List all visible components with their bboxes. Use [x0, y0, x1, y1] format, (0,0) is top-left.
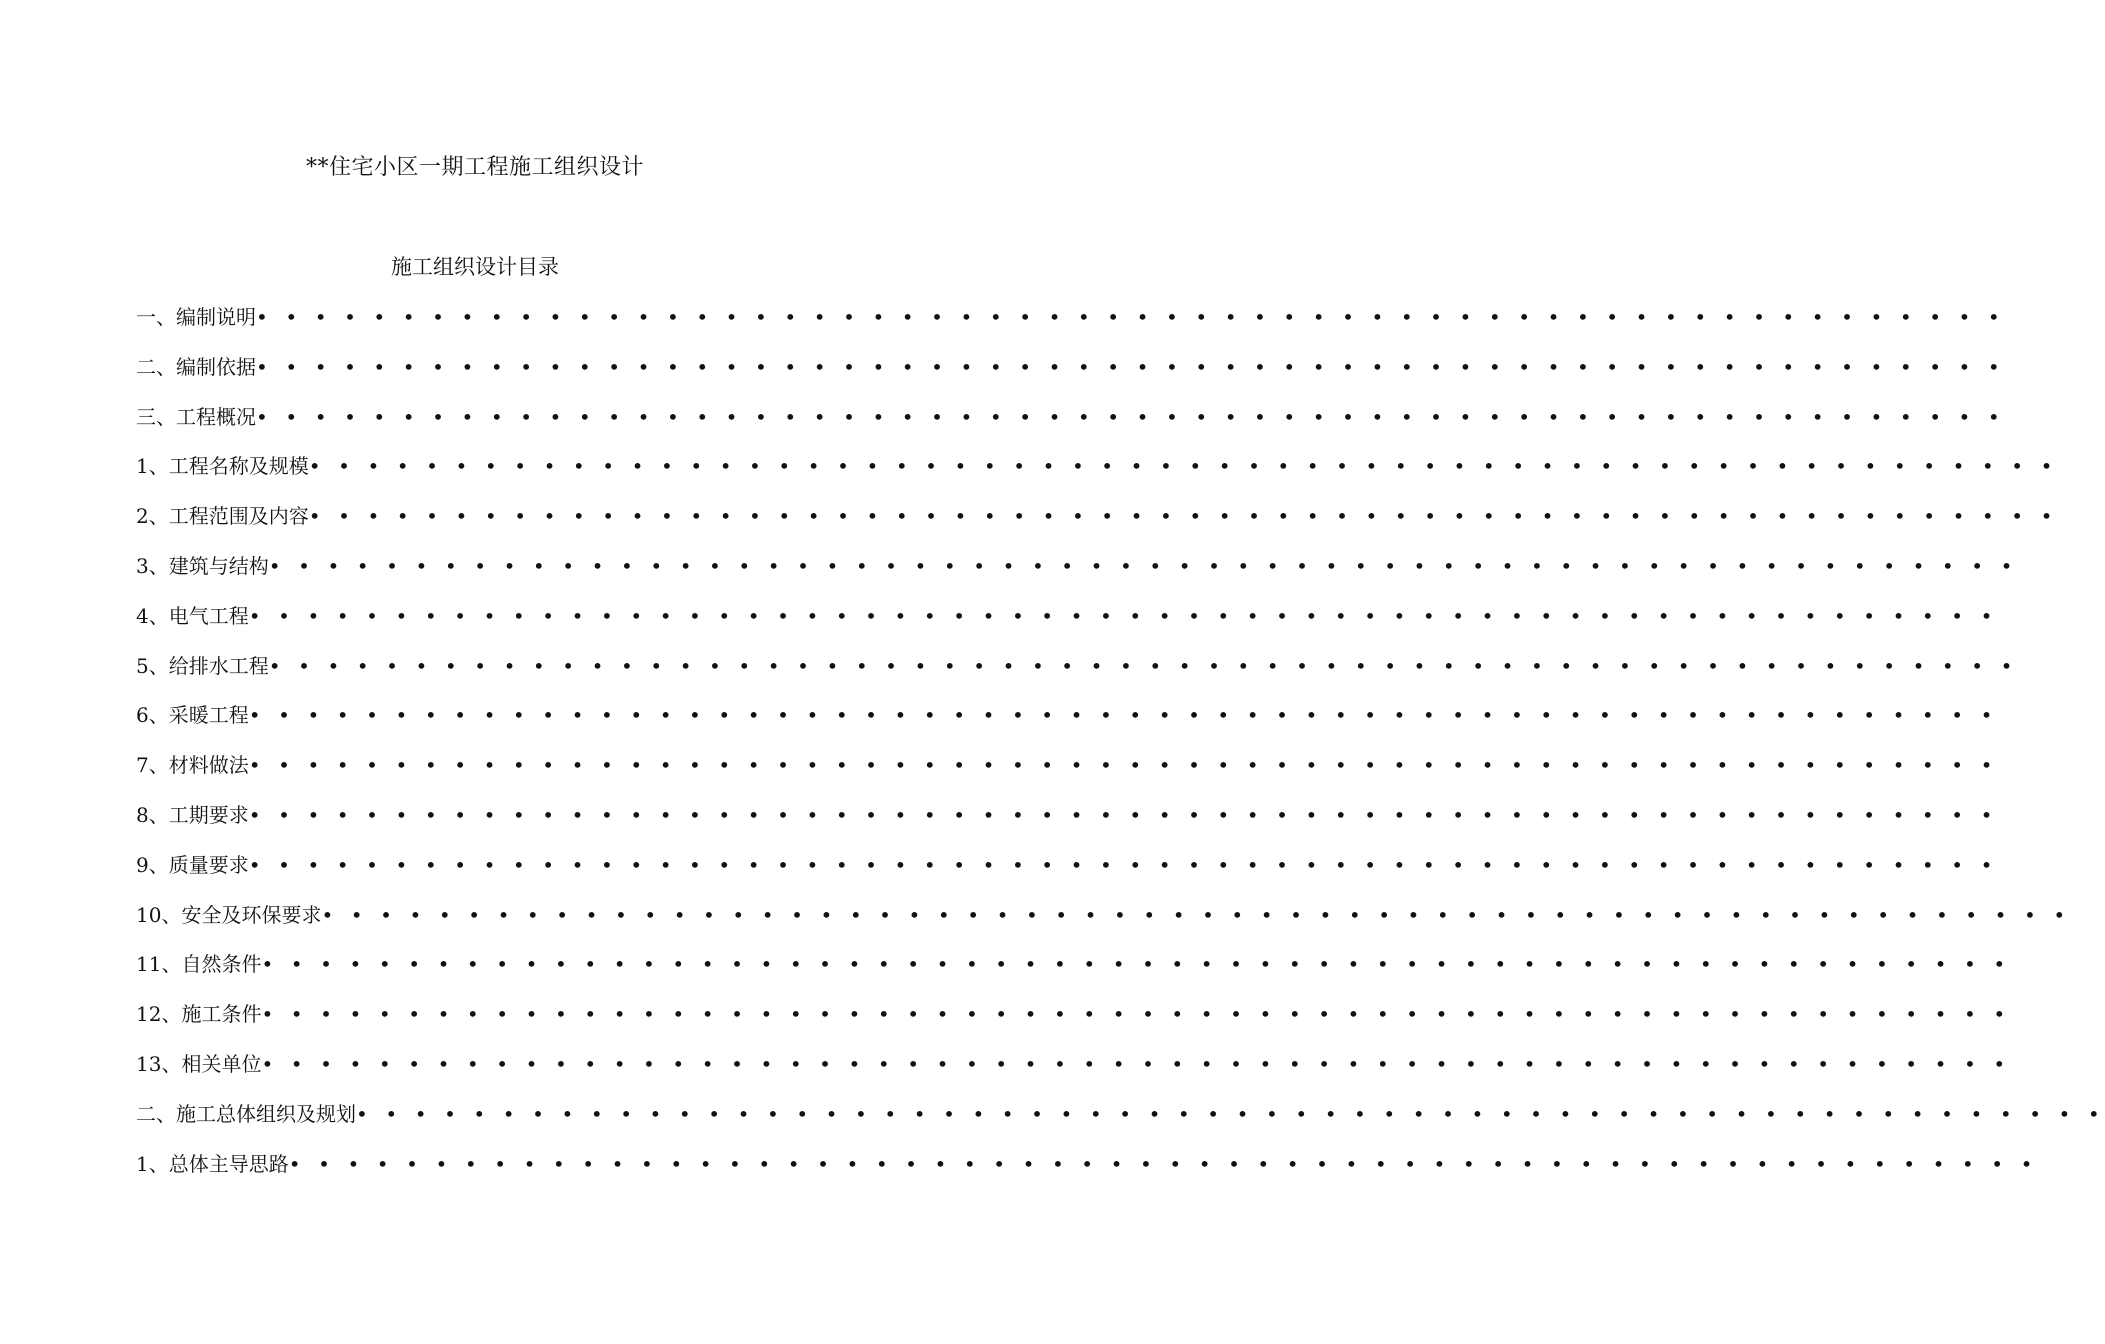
toc-entry[interactable] [136, 1047, 2011, 1097]
toc-dot-leader: • • • • • • • • • • • • • • • • • • • • • • • • • • • • • • • • • • • • • • • • • • • • • • • • • • • • • • • • • • • • [308, 504, 2059, 529]
toc-entry[interactable] [136, 947, 2011, 997]
toc-entry-label: 一、编制说明 [136, 305, 256, 329]
toc-dot-leader: • • • • • • • • • • • • • • • • • • • • • • • • • • • • • • • • • • • • • • • • • • • • • • • • • • • • • • • • • • • • [321, 902, 2071, 927]
toc-dot-leader: • • • • • • • • • • • • • • • • • • • • • • • • • • • • • • • • • • • • • • • • • • • • • • • • • • • • • • • • • • • • [248, 852, 1999, 877]
toc-entry-label: 13、相关单位 [136, 1051, 262, 1076]
toc-dot-leader: • • • • • • • • • • • • • • • • • • • • • • • • • • • • • • • • • • • • • • • • • • • • • • • • • • • • • • • • • • • • [261, 1002, 2011, 1027]
toc-entry[interactable] [136, 1097, 2105, 1147]
toc-dot-leader: • • • • • • • • • • • • • • • • • • • • • • • • • • • • • • • • • • • • • • • • • • • • • • • • • • • • • • • • • • • • [248, 703, 1999, 728]
toc-dot-leader: • • • • • • • • • • • • • • • • • • • • • • • • • • • • • • • • • • • • • • • • • • • • • • • • • • • • • • • • • • • • [308, 454, 2059, 479]
toc-entry[interactable] [136, 400, 2006, 450]
toc-entry[interactable] [136, 848, 1999, 898]
toc-entry-label: 12、施工条件 [136, 1002, 262, 1027]
toc-dot-leader: • • • • • • • • • • • • • • • • • • • • • • • • • • • • • • • • • • • • • • • • • • • • • • • • • • • • • • • • • • • • [248, 603, 1999, 628]
toc-heading: 施工组织设计目录 [391, 255, 559, 279]
toc-entry[interactable] [136, 499, 2059, 549]
toc-entry-label: 10、安全及环保要求 [136, 902, 322, 927]
toc-entry-label: 4、电气工程 [136, 603, 249, 628]
toc-dot-leader: • • • • • • • • • • • • • • • • • • • • • • • • • • • • • • • • • • • • • • • • • • • • • • • • • • • • • • • • • • • • [256, 354, 2006, 379]
toc-dot-leader: • • • • • • • • • • • • • • • • • • • • • • • • • • • • • • • • • • • • • • • • • • • • • • • • • • • • • • • • • • • • [268, 653, 2019, 678]
toc-dot-leader: • • • • • • • • • • • • • • • • • • • • • • • • • • • • • • • • • • • • • • • • • • • • • • • • • • • • • • • • • • • • [288, 1151, 2039, 1176]
toc-dot-leader: • • • • • • • • • • • • • • • • • • • • • • • • • • • • • • • • • • • • • • • • • • • • • • • • • • • • • • • • • • • • [248, 802, 1999, 827]
toc-entry-label: 2、工程范围及内容 [136, 504, 309, 529]
toc-entry[interactable] [136, 350, 2006, 400]
toc-entry-label: 8、工期要求 [136, 802, 249, 827]
toc-entry-label: 7、材料做法 [136, 753, 249, 778]
toc-entry-label: 1、工程名称及规模 [136, 454, 309, 479]
toc-entry[interactable] [136, 1147, 2039, 1197]
toc-entry[interactable] [136, 549, 2019, 599]
toc-entry-label: 9、质量要求 [136, 852, 249, 877]
toc-entry[interactable] [136, 748, 1999, 798]
toc-entry[interactable] [136, 599, 1999, 649]
toc-entry-label: 1、总体主导思路 [136, 1151, 289, 1176]
toc-dot-leader: • • • • • • • • • • • • • • • • • • • • • • • • • • • • • • • • • • • • • • • • • • • • • • • • • • • • • • • • • • • • [356, 1101, 2105, 1126]
toc-entry[interactable] [136, 898, 2071, 948]
toc-dot-leader: • • • • • • • • • • • • • • • • • • • • • • • • • • • • • • • • • • • • • • • • • • • • • • • • • • • • • • • • • • • • [256, 305, 2006, 329]
toc-entry[interactable] [136, 997, 2011, 1047]
toc-entry[interactable] [136, 798, 1999, 848]
toc-entry[interactable] [136, 698, 1999, 748]
toc-dot-leader: • • • • • • • • • • • • • • • • • • • • • • • • • • • • • • • • • • • • • • • • • • • • • • • • • • • • • • • • • • • • [261, 952, 2011, 977]
toc-entry[interactable] [136, 649, 2019, 699]
toc-dot-leader: • • • • • • • • • • • • • • • • • • • • • • • • • • • • • • • • • • • • • • • • • • • • • • • • • • • • • • • • • • • • [261, 1051, 2011, 1076]
toc-entry[interactable] [136, 300, 2006, 350]
toc-entry-label: 3、建筑与结构 [136, 553, 269, 578]
table-of-contents [136, 300, 2105, 1196]
toc-entry-label: 6、采暖工程 [136, 703, 249, 728]
toc-dot-leader: • • • • • • • • • • • • • • • • • • • • • • • • • • • • • • • • • • • • • • • • • • • • • • • • • • • • • • • • • • • • [256, 404, 2006, 429]
toc-entry[interactable] [136, 449, 2059, 499]
toc-entry-label: 5、给排水工程 [136, 653, 269, 678]
document-title: **住宅小区一期工程施工组织设计 [305, 155, 644, 180]
toc-entry-label: 三、工程概况 [136, 404, 256, 429]
toc-dot-leader: • • • • • • • • • • • • • • • • • • • • • • • • • • • • • • • • • • • • • • • • • • • • • • • • • • • • • • • • • • • • [268, 553, 2019, 578]
toc-entry-label: 二、施工总体组织及规划 [136, 1101, 356, 1126]
toc-entry-label: 二、编制依据 [136, 354, 256, 379]
toc-dot-leader: • • • • • • • • • • • • • • • • • • • • • • • • • • • • • • • • • • • • • • • • • • • • • • • • • • • • • • • • • • • • [248, 753, 1999, 778]
toc-entry-label: 11、自然条件 [136, 952, 262, 977]
